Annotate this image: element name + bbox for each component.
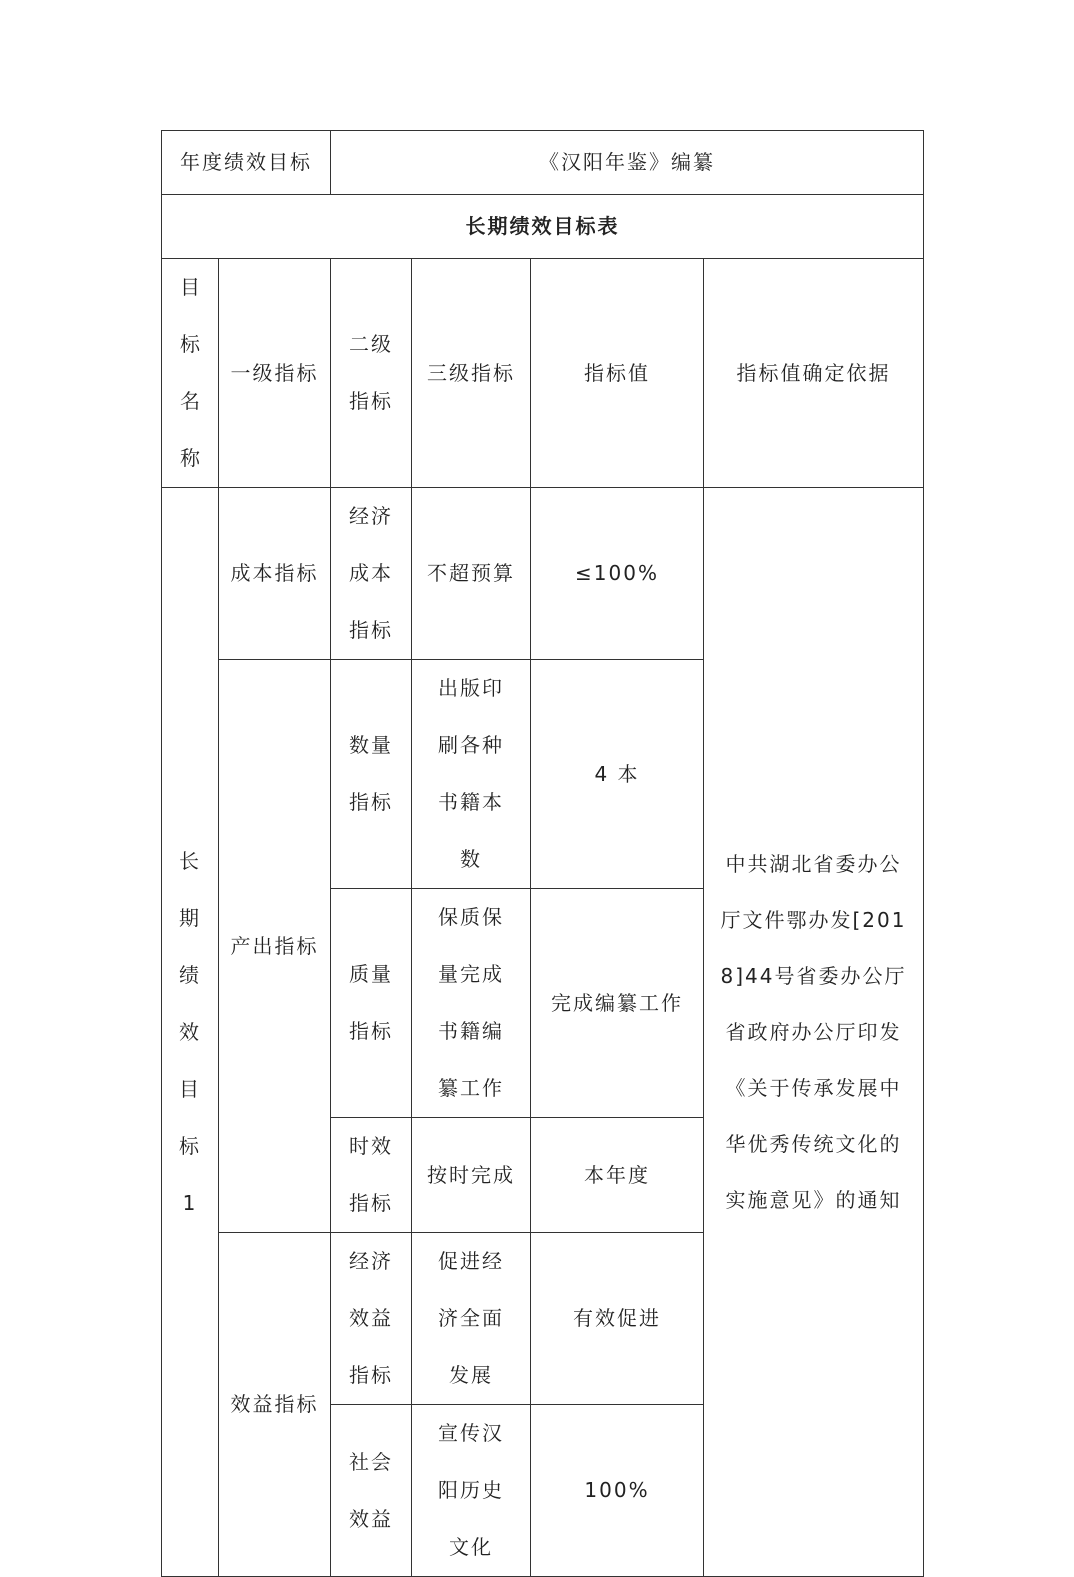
annual-goal-value: 《汉阳年鉴》编纂 bbox=[331, 131, 924, 195]
level2-cell: 质量指标 bbox=[331, 889, 412, 1118]
level2-cell: 时效指标 bbox=[331, 1118, 412, 1233]
target-name-cell: 长期绩效目标1 bbox=[162, 488, 219, 1577]
annual-goal-label: 年度绩效目标 bbox=[162, 131, 331, 195]
column-header-level2: 二级指标 bbox=[331, 259, 412, 488]
level3-cell: 宣传汉阳历史文化 bbox=[412, 1405, 531, 1577]
value-cell: 有效促进 bbox=[531, 1233, 704, 1405]
value-cell: ≤100% bbox=[531, 488, 704, 660]
performance-table bbox=[161, 130, 924, 1577]
column-header-target-name: 目标名称 bbox=[162, 259, 219, 488]
basis-cell: 中共湖北省委办公厅文件鄂办发[2018]44号省委办公厅 省政府办公厅印发《关于传承发展中华优秀传统文化的实施意见》的通知 bbox=[704, 488, 924, 1577]
table-title: 长期绩效目标表 bbox=[162, 195, 924, 259]
value-cell: 完成编纂工作 bbox=[531, 889, 704, 1118]
group-cost: 成本指标 bbox=[219, 488, 331, 660]
level2-cell: 社会效益 bbox=[331, 1405, 412, 1577]
level2-cell: 经济成本指标 bbox=[331, 488, 412, 660]
group-benefit: 效益指标 bbox=[219, 1233, 331, 1577]
level3-cell: 保质保量完成书籍编纂工作 bbox=[412, 889, 531, 1118]
group-output: 产出指标 bbox=[219, 660, 331, 1233]
column-header-basis: 指标值确定依据 bbox=[704, 259, 924, 488]
level3-cell: 出版印刷各种书籍本数 bbox=[412, 660, 531, 889]
level2-cell: 数量指标 bbox=[331, 660, 412, 889]
column-header-level1: 一级指标 bbox=[219, 259, 331, 488]
value-cell: 本年度 bbox=[531, 1118, 704, 1233]
column-header-level3: 三级指标 bbox=[412, 259, 531, 488]
level3-cell: 不超预算 bbox=[412, 488, 531, 660]
level3-cell: 按时完成 bbox=[412, 1118, 531, 1233]
value-cell: 4 本 bbox=[531, 660, 704, 889]
level2-cell: 经济效益指标 bbox=[331, 1233, 412, 1405]
value-cell: 100% bbox=[531, 1405, 704, 1577]
level3-cell: 促进经济全面发展 bbox=[412, 1233, 531, 1405]
column-header-value: 指标值 bbox=[531, 259, 704, 488]
